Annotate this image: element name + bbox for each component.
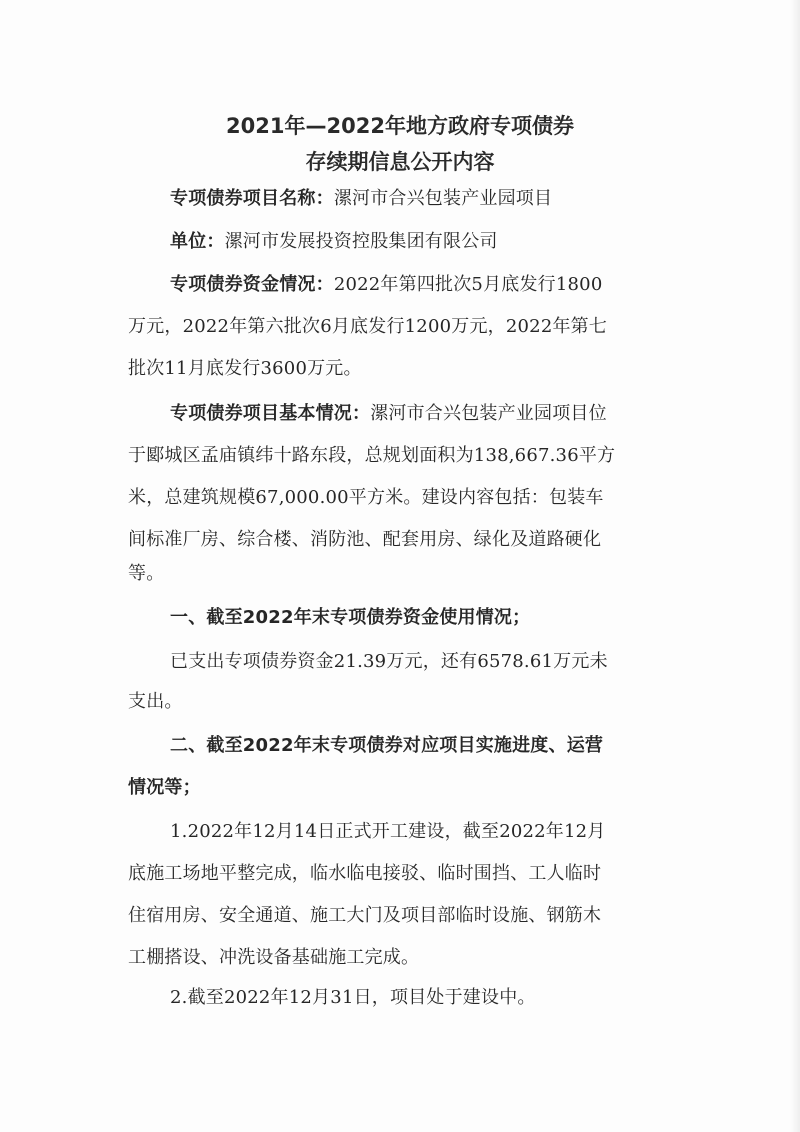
section2-item1-line2: 底施工场地平整完成，临水临电接驳、临时围挡、工人临时 xyxy=(128,863,602,884)
funds-line2: 万元，2022年第六批次6月底发行1200万元，2022年第七 xyxy=(128,316,608,337)
funds-row xyxy=(170,273,602,297)
basic-line4: 间标准厂房、综合楼、消防池、配套用房、绿化及道路硬化 xyxy=(128,529,602,550)
section2-heading-line1: 二、截至2022年末专项债券对应项目实施进度、运营 xyxy=(170,735,604,756)
unit-row xyxy=(170,230,498,254)
section2-item1-line3: 住宿用房、安全通道、施工大门及项目部临时设施、钢筋木 xyxy=(128,905,602,926)
section2-item1-line1: 1.2022年12月14日正式开工建设，截至2022年12月 xyxy=(170,821,606,842)
basic-line3: 米，总建筑规模67,000.00平方米。建设内容包括：包装车 xyxy=(128,487,604,508)
basic-label: 专项债券项目基本情况： xyxy=(170,403,371,424)
unit-label: 单位： xyxy=(170,231,225,252)
section1-heading: 一、截至2022年末专项债券资金使用情况； xyxy=(170,607,531,628)
document-title-line1: 2021年—2022年地方政府专项债券 xyxy=(226,114,574,138)
basic-line1: 漯河市合兴包装产业园项目位 xyxy=(370,403,607,424)
project-name-value: 漯河市合兴包装产业园项目 xyxy=(333,188,553,209)
funds-label: 专项债券资金情况： xyxy=(170,274,334,295)
section1-line1: 已支出专项债券资金21.39万元，还有6578.61万元未 xyxy=(170,651,608,672)
document-title-line2: 存续期信息公开内容 xyxy=(305,150,495,174)
basic-line2: 于郾城区孟庙镇纬十路东段，总规划面积为138,667.36平方 xyxy=(128,445,616,466)
section2-item2: 2.截至2022年12月31日，项目处于建设中。 xyxy=(170,987,536,1008)
section1-line2: 支出。 xyxy=(128,691,183,712)
section2-item1-line4: 工棚搭设、冲洗设备基础施工完成。 xyxy=(128,947,420,968)
unit-value: 漯河市发展投资控股集团有限公司 xyxy=(224,231,498,252)
basic-row xyxy=(170,402,607,426)
scan-edge-shadow xyxy=(790,0,800,1132)
funds-line1: 2022年第四批次5月底发行1800 xyxy=(333,274,603,295)
project-name-row xyxy=(170,187,552,211)
project-name-label: 专项债券项目名称： xyxy=(170,188,334,209)
funds-line3: 批次11月底发行3600万元。 xyxy=(128,358,362,379)
basic-line5: 等。 xyxy=(128,563,165,584)
section2-heading-line2: 情况等； xyxy=(128,777,201,798)
